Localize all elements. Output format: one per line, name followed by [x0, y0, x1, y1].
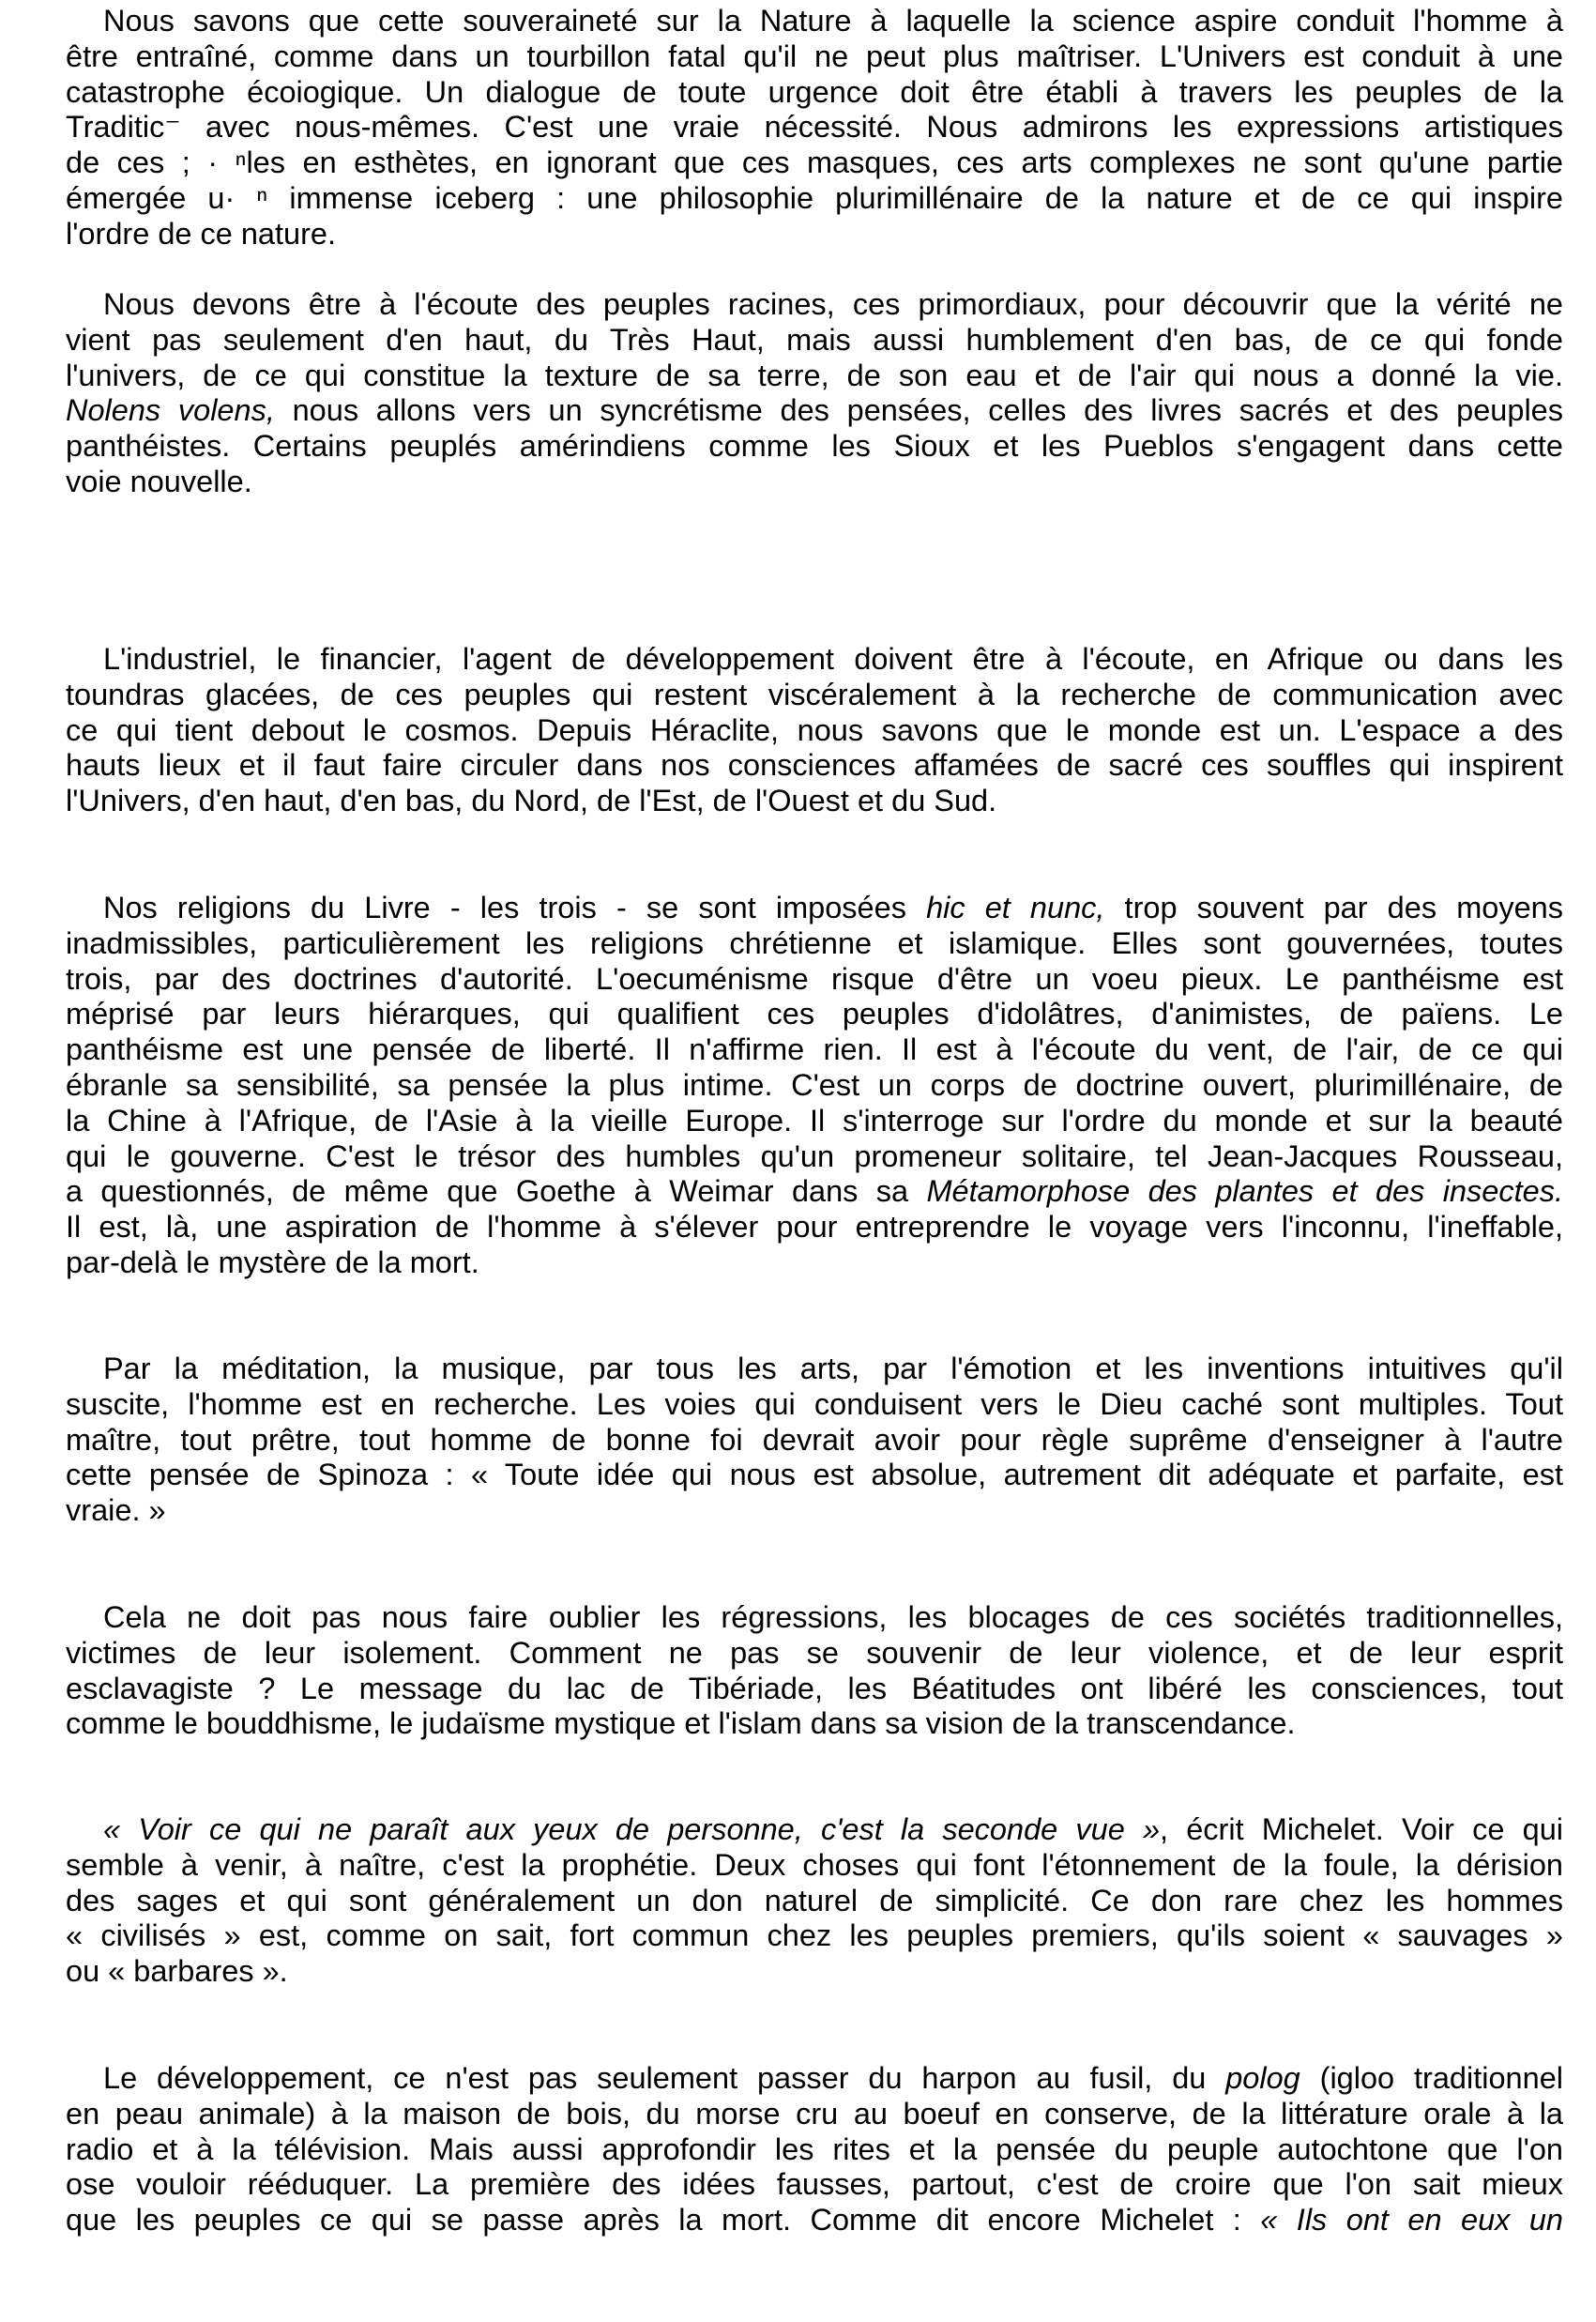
text-run: suscite, l'homme est en recherche. Les voies qui conduisent vers le Dieu caché sont multiples. Tout [66, 1386, 1563, 1421]
paragraph [66, 891, 1563, 1281]
text-line [66, 997, 1563, 1032]
text-run: émergée u· ⁿ immense iceberg : une philosophie plurimillénaire de la nature et de ce qui inspire [66, 180, 1563, 215]
text-line [66, 287, 1563, 323]
text-run: ou « barbares ». [66, 1954, 288, 1989]
text-line [66, 1600, 1563, 1636]
paragraph [66, 4, 1563, 252]
text-line [66, 1672, 1563, 1707]
italic-text: Métamorphose des plantes et des insectes. [926, 1174, 1563, 1209]
text-line [66, 110, 1563, 145]
text-run: Le développement, ce n'est pas seulement passer du harpon au fusil, du [103, 2061, 1226, 2095]
text-run: catastrophe écoiogique. Un dialogue de toute urgence doit être établi à travers les peuples de la [66, 74, 1563, 109]
text-run: , écrit Michelet. Voir ce qui [1160, 1812, 1563, 1846]
text-line [66, 1139, 1563, 1175]
text-run: ce qui tient debout le cosmos. Depuis Héraclite, nous savons que le monde est un. L'espace a des [66, 712, 1563, 747]
text-line [66, 359, 1563, 394]
text-line [66, 962, 1563, 998]
paragraph [66, 1812, 1563, 1990]
text-line [66, 1636, 1563, 1672]
text-line [66, 1706, 1563, 1742]
text-line [66, 1423, 1563, 1459]
text-run: ose vouloir rééduquer. La première des idées fausses, partout, c'est de croire que l'on sait mieux [66, 2167, 1563, 2202]
italic-text: « Ils ont en eux un [1260, 2203, 1563, 2238]
text-run: panthéisme est une pensée de liberté. Il n'affirme rien. Il est à l'écoute du vent, de l'air, de ce qui [66, 1032, 1563, 1067]
text-line [66, 1104, 1563, 1139]
text-run: L'industriel, le financier, l'agent de développement doivent être à l'écoute, en Afrique ou dans les [103, 642, 1563, 676]
text-line [66, 642, 1563, 678]
text-line [66, 145, 1563, 181]
text-line [66, 1458, 1563, 1493]
text-line [66, 784, 1563, 819]
text-line [66, 926, 1563, 962]
text-line [66, 2097, 1563, 2132]
text-line [66, 1812, 1563, 1848]
text-run: ébranle sa sensibilité, sa pensée la plus intime. C'est un corps de doctrine ouvert, plurimillénaire, de [66, 1067, 1563, 1102]
text-run: de ces ; · ⁿles en esthètes, en ignorant que ces masques, ces arts complexes ne sont qu'une partie [66, 145, 1563, 180]
text-line [66, 393, 1563, 429]
text-run: hauts lieux et il faut faire circuler dans nos consciences affamées de sacré ces souffles qui inspirent [66, 748, 1563, 783]
text-run: Nos religions du Livre - les trois - se sont imposées [103, 891, 927, 924]
text-line [66, 1068, 1563, 1104]
text-run: la Chine à l'Afrique, de l'Asie à la vieille Europe. Il s'interroge sur l'ordre du monde et sur la beauté [66, 1103, 1563, 1138]
text-line [66, 217, 1563, 252]
text-run: « civilisés » est, comme on sait, fort commun chez les peuples premiers, qu'ils soient « sauvages » [66, 1918, 1563, 1953]
text-line [66, 1387, 1563, 1423]
text-run: comme le bouddhisme, le judaïsme mystique et l'islam dans sa vision de la transcendance. [66, 1706, 1296, 1741]
paragraph [66, 287, 1563, 500]
paragraph [66, 1352, 1563, 1529]
text-line [66, 678, 1563, 713]
text-line [66, 1210, 1563, 1245]
text-run: être entraîné, comme dans un tourbillon fatal qu'il ne peut plus maîtriser. L'Univers est conduit à une [66, 38, 1563, 73]
text-line [66, 4, 1563, 39]
text-run: inadmissibles, particulièrement les religions chrétienne et islamique. Elles sont gouvernées, toutes [66, 925, 1563, 960]
text-line [66, 2167, 1563, 2203]
text-run: vient pas seulement d'en haut, du Très Haut, mais aussi humblement d'en bas, de ce qui fonde [66, 322, 1563, 357]
text-run: panthéistes. Certains peuplés amérindiens comme les Sioux et les Pueblos s'engagent dans cette [66, 429, 1563, 464]
paragraph [66, 1600, 1563, 1742]
text-run: l'Univers, d'en haut, d'en bas, du Nord, de l'Est, de l'Ouest et du Sud. [66, 784, 997, 818]
text-run: Cela ne doit pas nous faire oublier les régressions, les blocages de ces sociétés traditionnelles, [103, 1600, 1563, 1634]
text-run: toundras glacées, de ces peuples qui restent viscéralement à la recherche de communication avec [66, 677, 1563, 711]
text-run: vraie. » [66, 1493, 166, 1528]
text-run: trop souvent par des moyens [1104, 891, 1563, 924]
text-line [66, 429, 1563, 465]
text-run: esclavagiste ? Le message du lac de Tibériade, les Béatitudes ont libéré les consciences, tout [66, 1671, 1563, 1705]
text-line [66, 1174, 1563, 1210]
text-line [66, 713, 1563, 749]
text-line [66, 1848, 1563, 1884]
text-run: Par la méditation, la musique, par tous les arts, par l'émotion et les inventions intuitives qu'il [103, 1352, 1563, 1385]
text-line [66, 1918, 1563, 1954]
text-line [66, 1245, 1563, 1281]
text-run: (igloo traditionnel [1300, 2061, 1563, 2095]
text-run: Il est, là, une aspiration de l'homme à s'élever pour entreprendre le voyage vers l'inconnu, l'ineffable, [66, 1210, 1563, 1245]
text-line [66, 75, 1563, 111]
text-run: maître, tout prêtre, tout homme de bonne foi devrait avoir pour règle suprême d'enseigner à l'autre [66, 1422, 1563, 1457]
paragraph [66, 2061, 1563, 2238]
text-run: victimes de leur isolement. Comment ne pas se souvenir de leur violence, et de leur esprit [66, 1635, 1563, 1670]
italic-text: polog [1225, 2061, 1300, 2095]
text-line [66, 1032, 1563, 1068]
text-run: trois, par des doctrines d'autorité. L'oecuménisme risque d'être un voeu pieux. Le panthéisme est [66, 961, 1563, 996]
text-line [66, 1493, 1563, 1529]
text-line [66, 2061, 1563, 2097]
text-line [66, 323, 1563, 359]
text-run: méprisé par leurs hiérarques, qui qualifient ces peuples d'idolâtres, d'animistes, de païens. Le [66, 997, 1563, 1031]
text-line [66, 181, 1563, 217]
text-run: radio et à la télévision. Mais aussi approfondir les rites et la pensée du peuple autochtone que l'on [66, 2131, 1563, 2166]
text-line [66, 1954, 1563, 1990]
text-line [66, 1884, 1563, 1919]
text-line [66, 1352, 1563, 1387]
text-run: que les peuples ce qui se passe après la mort. Comme dit encore Michelet : [66, 2203, 1261, 2238]
text-line [66, 465, 1563, 500]
text-run: voie nouvelle. [66, 464, 252, 498]
italic-text: Nolens volens, [66, 393, 275, 428]
text-line [66, 748, 1563, 784]
text-run: des sages et qui sont généralement un don naturel de simplicité. Ce don rare chez les hommes [66, 1883, 1563, 1917]
text-line [66, 2203, 1563, 2238]
text-run: nous allons vers un syncrétisme des pensées, celles des livres sacrés et des peuples [274, 393, 1564, 428]
italic-text: « Voir ce qui ne paraît aux yeux de personne, c'est la seconde vue » [103, 1812, 1161, 1846]
text-run: Nous savons que cette souveraineté sur la Nature à laquelle la science aspire conduit l'homme à [103, 4, 1563, 38]
text-run: en peau animale) à la maison de bois, du morse cru au boeuf en conserve, de la littérature orale à la [66, 2096, 1563, 2131]
italic-text: hic et nunc, [926, 891, 1105, 924]
text-run: l'univers, de ce qui constitue la texture de sa terre, de son eau et de l'air qui nous a donné la vie. [66, 358, 1563, 392]
text-run: semble à venir, à naître, c'est la prophétie. Deux choses qui font l'étonnement de la foule, la dérision [66, 1847, 1563, 1882]
text-line [66, 891, 1563, 926]
paragraph [66, 642, 1563, 819]
text-run: l'ordre de ce nature. [66, 216, 337, 251]
text-line [66, 39, 1563, 75]
text-line [66, 2132, 1563, 2168]
document-page [66, 0, 1563, 2322]
text-run: cette pensée de Spinoza : « Toute idée qui nous est absolue, autrement dit adéquate et parfaite, est [66, 1458, 1563, 1492]
text-run: Traditic⁻ avec nous-mêmes. C'est une vraie nécessité. Nous admirons les expressions artistiques [66, 110, 1563, 145]
text-run: qui le gouverne. C'est le trésor des humbles qu'un promeneur solitaire, tel Jean-Jacques Rousseau, [66, 1138, 1563, 1173]
text-run: Nous devons être à l'écoute des peuples racines, ces primordiaux, pour découvrir que la vérité ne [103, 287, 1563, 321]
text-run: a questionnés, de même que Goethe à Weimar dans sa [66, 1174, 927, 1209]
text-run: par-delà le mystère de la mort. [66, 1245, 479, 1279]
